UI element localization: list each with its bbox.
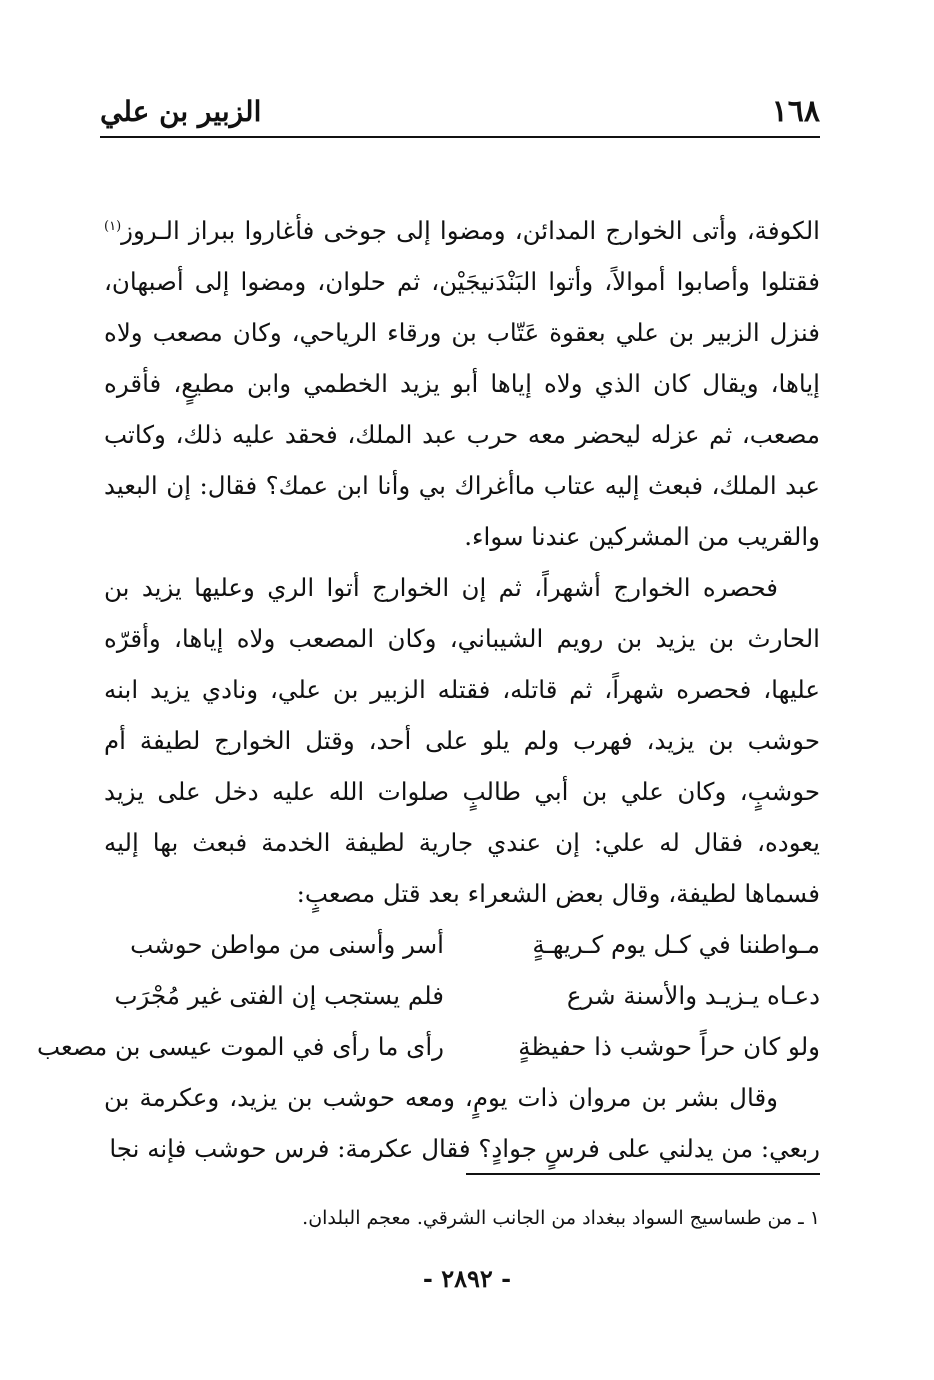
paragraph-3	[104, 1072, 820, 1174]
poem-verse	[36, 1021, 820, 1072]
second-hemistich: فلم يستجب إن الفتى غير مُجْرَب	[114, 981, 444, 1010]
page-header	[100, 92, 820, 138]
paragraph-2	[104, 562, 820, 919]
paragraph-text: فحصره الخوارج أشهراً، ثم إن الخوارج أتوا الري وعليها يزيد بن الحارث بن يزيد بن رويم الشيباني، وكان المصعب ولاه إياها، وأقرّه عليها، فحصره شهراً، ثم قاتله، فقتله الزبير بن علي، ونادي يزيد ابنه حوشب بن يزيد، فهرب ولم يلو على أحد، وقتل الخوارج لطيفة أم حوشبٍ، وكان علي بن أبي طالبٍ صلوات الله عليه دخل على يزيد يعوده، فقال له علي: إن عندي جارية لطيفة الخدمة فبعث بها إليه فسماها لطيفة، وقال بعض الشعراء بعد قتل مصعبٍ:	[104, 573, 820, 908]
second-hemistich: رأى ما رأى في الموت عيسى بن مصعب	[36, 1032, 444, 1061]
paragraph-1	[104, 205, 820, 562]
first-hemistich: ولو كان حراً حوشب ذا حفيظةٍ	[518, 1032, 820, 1061]
paragraph-text-continued: فقتلوا وأصابوا أموالاً، وأتوا البَنْدَنيجَيْن، ثم حلوان، ومضوا إلى أصبهان، فنزل الزبير بن علي بعقوة عَتّاب بن ورقاء الرياحي، وكان مصعب ولاه إياها، ويقال كان الذي ولاه إياها أبو يزيد الخطمي وابن مطيعٍ، فأقره مصعب، ثم عزله ليحضر معه حرب عبد الملك، فحقد عليه ذلك، وكاتب عبد الملك، فبعث إليه عتاب ماأغراك بي وأنا ابن عمك؟ فقال: إن البعيد والقريب من المشركين عندنا سواء.	[104, 267, 820, 551]
poem	[36, 919, 820, 1072]
bottom-page-number: - ٢٨٩٢ -	[422, 1264, 512, 1293]
footnote: ١ ـ من طساسيج السواد ببغداد من الجانب الشرقي. معجم البلدان.	[302, 1207, 820, 1229]
poem-verse	[104, 919, 820, 970]
paragraph-text: الكوفة، وأتى الخوارج المدائن، ومضوا إلى جوخى فأغاروا ببراز الـروز	[121, 216, 820, 245]
running-title: الزبير بن علي	[100, 95, 262, 128]
first-hemistich: دعـاه يـزيـد والأسنة شرع	[566, 981, 820, 1010]
second-hemistich: أسر وأسنى من مواطن حوشب	[130, 930, 444, 959]
page-number: ١٦٨	[771, 94, 820, 129]
footnote-reference: (١)	[104, 218, 122, 234]
main-text	[36, 205, 820, 1174]
poem-verse	[104, 970, 820, 1021]
first-hemistich: مـواطننا في كـل يوم كـريهـةٍ	[532, 930, 820, 959]
paragraph-text: وقال بشر بن مروان ذات يومٍ، ومعه حوشب بن يزيد، وعكرمة بن ربعي: من يدلني على فرسٍ جوادٍ؟ فقال عكرمة: فرس حوشب فإنه نجا	[104, 1083, 820, 1163]
footnote-divider	[466, 1173, 820, 1175]
